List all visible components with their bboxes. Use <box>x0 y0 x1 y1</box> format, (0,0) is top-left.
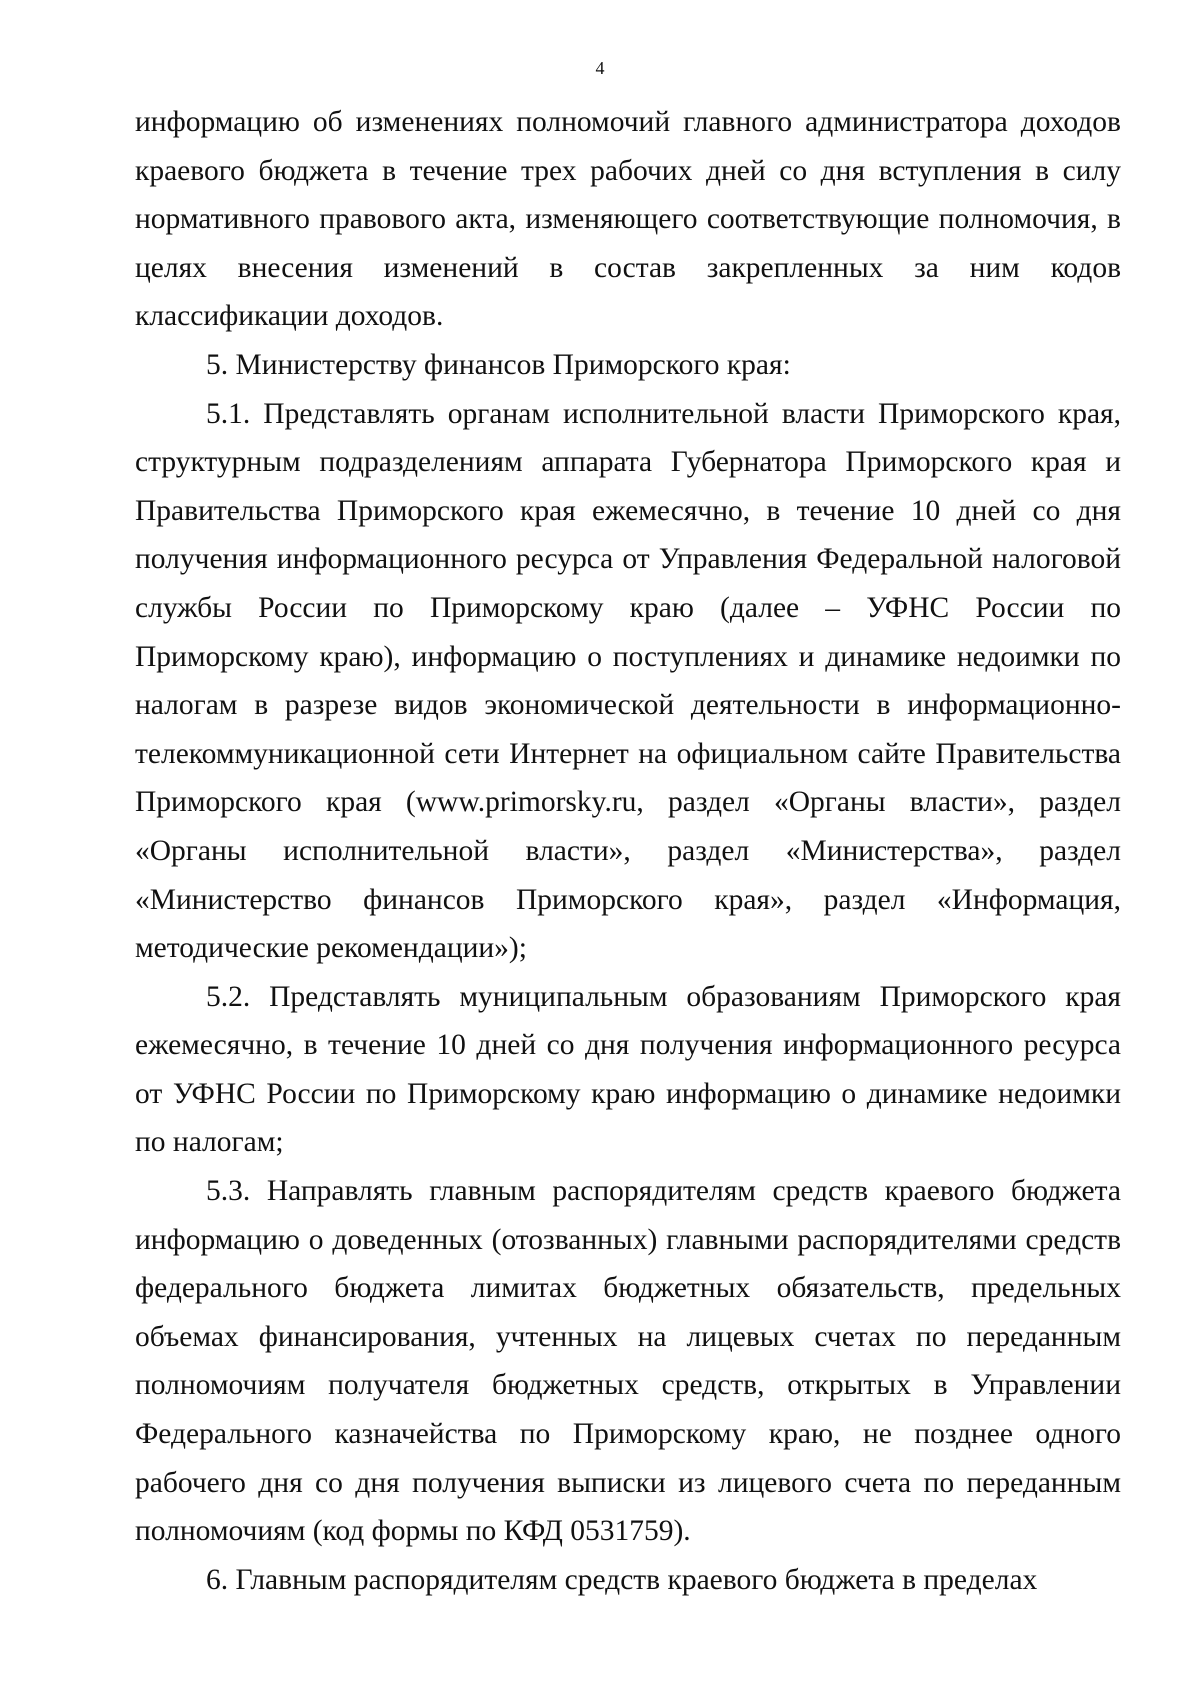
paragraph-continuation: информацию об изменениях полномочий главного администратора доходов краевого бюджета в течение трех рабочих дней со дня вступления в силу нормативного правового акта, изменяющего соответствующие полномочия, в целях внесения изменений в состав закрепленных за ним кодов классификации доходов. <box>135 106 1121 333</box>
paragraph-6: 6. Главным распорядителям средств краевого бюджета в пределах <box>206 1563 1038 1596</box>
paragraph-5-1: 5.1. Представлять органам исполнительной власти Приморского края, структурным подразделениям аппарата Губернатора Приморского края и Правительства Приморского края ежемесячно, в течение 10 дней со дня получения информационного ресурса от Управления Федеральной налоговой службы России по Приморскому краю (далее – УФНС России по Приморскому краю), информацию о поступлениях и динамике недоимки по налогам в разрезе видов экономической деятельности в информационно-телекоммуникационной сети Интернет на официальном сайте Правительства Приморского края (www.primorsky.ru, раздел «Органы власти», раздел «Органы исполнительной власти», раздел «Министерства», раздел «Министерство финансов Приморского края», раздел «Информация, методические рекомендации»); <box>135 397 1121 965</box>
paragraph-5-3: 5.3. Направлять главным распорядителям средств краевого бюджета информацию о доведенных (отозванных) главными распорядителями средств федерального бюджета лимитах бюджетных обязательств, предельных объемах финансирования, учтенных на лицевых счетах по переданным полномочиям получателя бюджетных средств, открытых в Управлении Федерального казначейства по Приморскому краю, не позднее одного рабочего дня со дня получения выписки из лицевого счета по переданным полномочиям (код формы по КФД 0531759). <box>135 1175 1121 1548</box>
paragraph-5-2: 5.2. Представлять муниципальным образованиям Приморского края ежемесячно, в течение 10 дней со дня получения информационного ресурса от УФНС России по Приморскому краю информацию о динамике недоимки по налогам; <box>135 980 1121 1159</box>
paragraph-5: 5. Министерству финансов Приморского края: <box>206 348 791 381</box>
page-number: 4 <box>595 58 605 78</box>
document-body <box>135 98 1121 1604</box>
